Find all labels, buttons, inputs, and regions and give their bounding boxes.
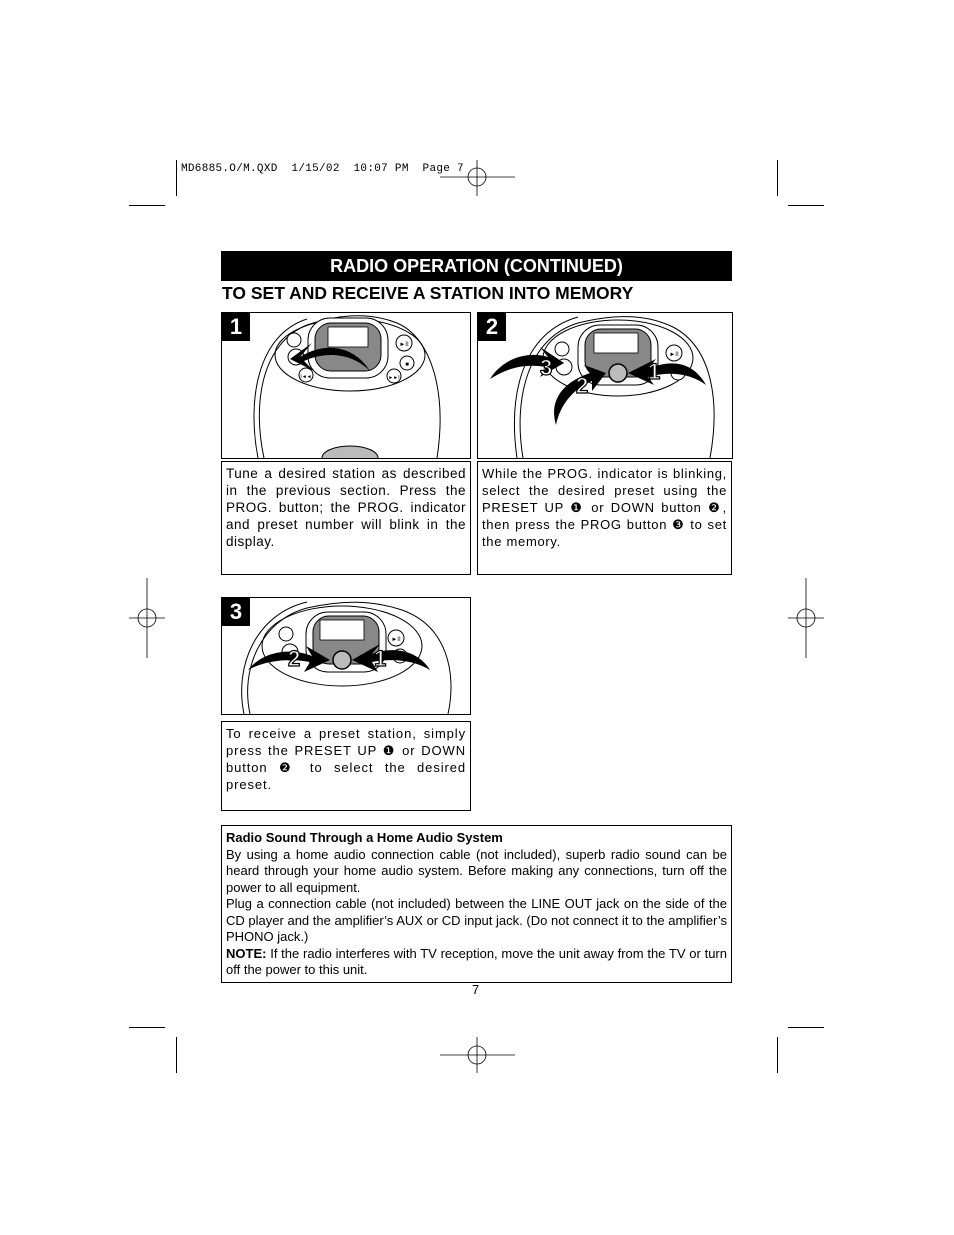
crop-mark: [129, 1027, 165, 1028]
page-subtitle: TO SET AND RECEIVE A STATION INTO MEMORY: [222, 283, 634, 303]
registration-mark: [788, 578, 824, 658]
note-paragraph: Plug a connection cable (not included) between the LINE OUT jack on the side of the CD player and the amplifier’s AUX or CD input jack. (Do not connect it to the amplifier’s PHONO jack.): [226, 896, 727, 944]
step-3-instructions: To receive a preset station, simply press the PRESET UP ❶ or DOWN button ❷ to select the desired preset.: [221, 721, 471, 811]
skip-back-icon: I◄◄: [300, 374, 312, 380]
callout-number: 2: [576, 373, 589, 398]
step-3-illustration: [221, 597, 471, 715]
note-paragraph: [226, 946, 727, 979]
cd-player-drawing: [222, 598, 470, 714]
cd-player-drawing: [222, 313, 470, 458]
crop-mark: [176, 1037, 177, 1073]
step-2-instructions: While the PROG. indicator is blinking, select the desired preset using the PRESET UP ❶ or DOWN button ❷, then press the PROG button ❸ to set the memory.: [477, 461, 732, 575]
play-pause-icon: ►II: [399, 342, 409, 348]
crop-mark: [788, 1027, 824, 1028]
note-text: If the radio interferes with TV reception, move the unit away from the TV or turn off the power to this unit.: [226, 945, 727, 977]
note-label: NOTE:: [226, 945, 267, 961]
skip-forward-icon: ►►I: [388, 375, 400, 381]
step-1-instructions: Tune a desired station as described in the previous section. Press the PROG. button; the PROG. indicator and preset number will blink in the display.: [221, 461, 471, 575]
crop-mark: [777, 1037, 778, 1073]
home-audio-note-box: [221, 825, 732, 983]
step-number-badge: 1: [222, 313, 250, 341]
callout-number: 1: [648, 359, 661, 384]
stop-icon: ■: [405, 362, 409, 368]
note-paragraph: By using a home audio connection cable (not included), superb radio sound can be heard through your home audio system. Before making any connections, turn off the power to all equipment.: [226, 846, 727, 895]
registration-mark: [440, 1037, 515, 1073]
step-number-badge: 2: [478, 313, 506, 341]
callout-number: 1: [374, 646, 387, 671]
callout-number: 2: [288, 646, 301, 671]
play-pause-icon: ►II: [669, 352, 679, 358]
registration-mark: [129, 578, 165, 658]
step-1-illustration: [221, 312, 471, 459]
note-heading: Radio Sound Through a Home Audio System: [226, 830, 503, 845]
play-pause-icon: ►II: [391, 637, 401, 643]
step-2-illustration: [477, 312, 733, 459]
crop-mark: [176, 160, 177, 196]
arrow-icon: [490, 347, 564, 379]
step-number-badge: 3: [222, 598, 250, 626]
crop-mark: [129, 205, 165, 206]
page-number: 7: [472, 982, 480, 997]
cd-player-drawing: [478, 313, 732, 458]
crop-mark: [788, 205, 824, 206]
callout-number: 3: [540, 355, 553, 380]
section-title: RADIO OPERATION (CONTINUED): [221, 251, 732, 281]
print-header: MD6885.O/M.QXD 1/15/02 10:07 PM Page 7: [181, 163, 464, 175]
crop-mark: [777, 160, 778, 196]
